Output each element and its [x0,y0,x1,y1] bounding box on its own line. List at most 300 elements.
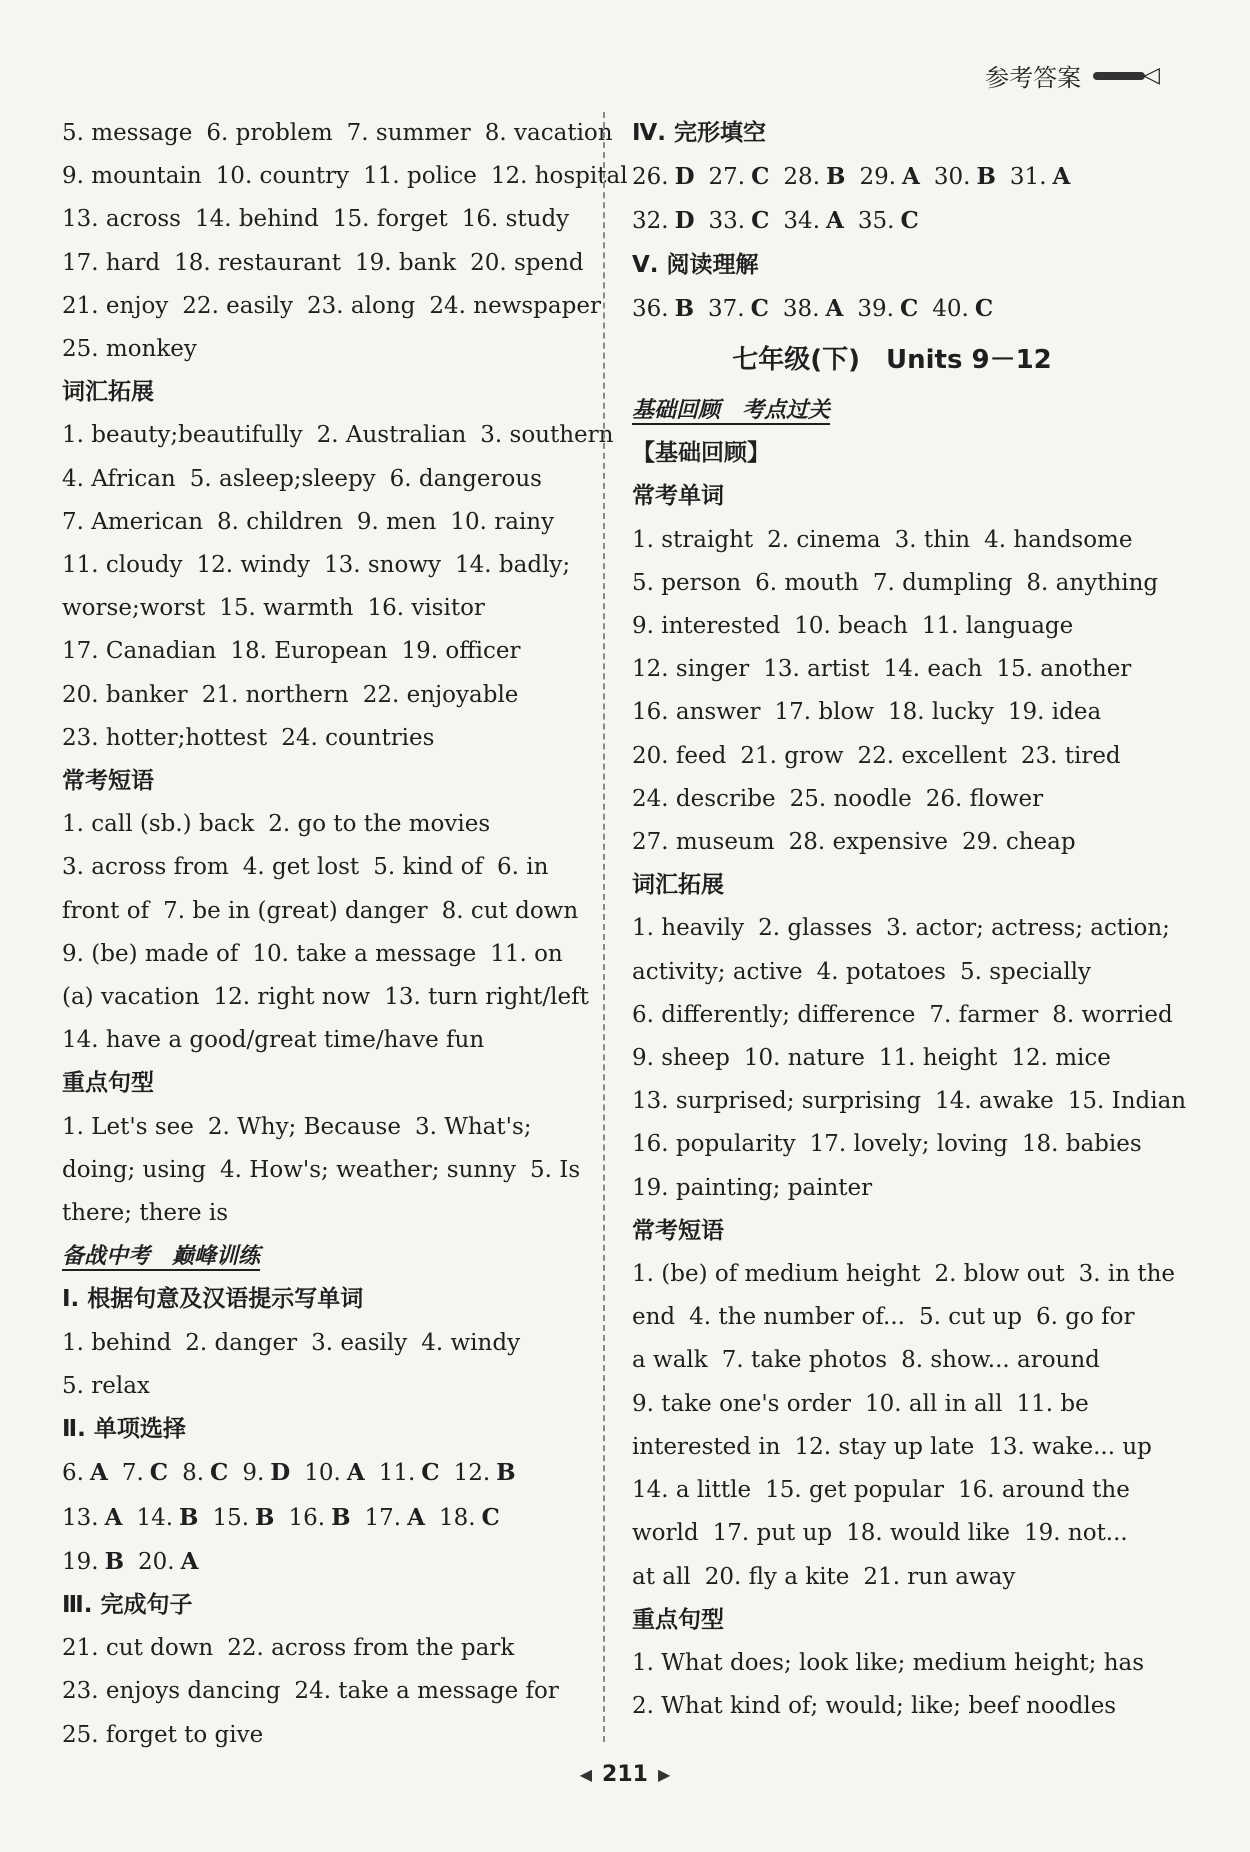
answer-item: 13. artist [763,656,870,683]
question-number: 8. [182,1460,205,1487]
answer-item: 8. vacation [484,120,613,146]
answer-line [62,890,592,933]
column-divider [603,112,605,1742]
question-number: 17. [364,1504,402,1531]
answer-item: 6. go for [1036,1304,1135,1331]
answer-item: 16. visitor [367,595,485,622]
choice-letter: C [421,1459,440,1487]
right-column [632,112,1187,1728]
answer-item: 9. sheep [632,1045,730,1072]
choice-letter: B [976,163,996,191]
choice-answer-line [62,1496,592,1540]
choice-answer [122,1460,168,1486]
answer-item: 6. in [496,854,549,881]
answer-item: 1. straight [632,526,754,553]
choice-letter: A [89,1459,108,1487]
answer-item: 27. museum [632,829,775,856]
answer-line [62,674,592,717]
header-arrow-icon: ◁ [1093,65,1160,87]
answer-item: 25. monkey [62,336,197,363]
choice-answer [709,164,770,190]
choice-answer [632,208,695,234]
answer-item: 2. go to the movies [268,811,491,838]
answer-item: front of [62,897,150,924]
answer-item: 21. northern [201,681,349,708]
next-page-icon: ▶ [657,1765,671,1784]
question-number: 16. [288,1504,326,1531]
answer-item: 9. interested [632,613,781,640]
answer-item: 5. specially [959,958,1091,985]
choice-letter: C [899,294,919,322]
answer-item: 6. problem [206,120,333,146]
choice-answer [242,1460,290,1486]
answer-item: 11. language [921,613,1074,640]
answer-line [62,933,592,976]
answer-item: 23. along [307,292,416,319]
choice-answer [62,1505,122,1531]
question-number: 18. [438,1504,476,1531]
question-number: 31. [1009,164,1047,191]
answer-item: 3. easily [311,1329,408,1356]
answer-item: 22. easily [182,292,294,319]
answer-item: 25. noodle [789,785,912,812]
answer-item: 3. across from [62,854,229,881]
answer-item: 16. study [461,206,570,233]
question-number: 7. [121,1460,144,1487]
choice-letter: D [674,207,695,235]
choice-letter: B [179,1503,199,1531]
answer-item: 13. surprised; surprising [632,1088,922,1115]
choice-answer [182,1460,228,1486]
choice-letter: A [826,207,844,235]
answer-item: 19. painting; painter [632,1174,873,1201]
answer-item: 9. take one's order [632,1390,851,1417]
answer-item: 10. nature [743,1045,865,1072]
choice-letter: A [346,1459,365,1487]
answer-item: 10. country [215,163,350,190]
answer-line [632,1253,1176,1296]
answer-item: 1. call (sb.) back [62,811,255,838]
choice-letter: B [331,1503,351,1531]
question-number: 40. [932,295,969,322]
answer-item: 28. expensive [788,829,948,856]
answer-item: 9. mountain [62,163,202,190]
answer-item: 6. differently; difference [632,1001,916,1028]
answer-item: 6. dangerous [389,465,542,492]
answer-item: 15. warmth [219,595,354,622]
answer-line [632,1123,1152,1166]
choice-answer [783,208,843,234]
section-heading: Ⅴ. 阅读理解 [632,251,759,278]
answer-item: 18. European [230,638,388,665]
answer-item: 14. a little [632,1477,752,1504]
answer-item: 4. potatoes [816,958,946,985]
answer-item: a walk [632,1347,708,1374]
answer-item: 11. police [363,163,477,190]
choice-answer [379,1460,440,1486]
answer-item: 19. bank [354,249,457,276]
answer-item: at all [632,1563,691,1590]
question-number: 29. [859,164,897,191]
choice-answer [365,1505,425,1531]
answer-item: 7. farmer [929,1001,1039,1028]
answer-line [62,976,592,1019]
answer-item: 16. around the [958,1477,1130,1504]
answer-item: 18. babies [1021,1131,1142,1158]
answer-item: 15. get popular [765,1477,945,1504]
section-heading: 常考单词 [632,483,724,510]
question-number: 26. [632,164,669,191]
answer-item: 14. badly; [455,552,571,579]
choice-answer [454,1460,516,1486]
answer-item: 11. on [490,940,563,967]
section-heading: 重点句型 [62,1070,154,1097]
answer-item: 3. thin [894,526,971,553]
choice-letter: D [270,1459,291,1487]
answer-item: 1. beauty;beautifully [62,422,303,449]
answer-item: 1. What does; look like; medium height; has [632,1649,1145,1676]
answer-item: 18. would like [846,1520,1011,1547]
question-number: 14. [136,1504,174,1531]
answer-item: 9. men [356,508,437,535]
answer-line [62,587,592,630]
section-heading: 重点句型 [632,1606,724,1633]
answer-item: 5. person [632,569,742,596]
section-heading: Ⅰ. 根据句意及汉语提示写单词 [62,1286,364,1313]
answer-line [62,846,592,889]
choice-answer [783,164,845,190]
answer-line [62,630,592,673]
question-number: 34. [783,208,820,235]
answer-item: 5. asleep;sleepy [189,465,376,492]
answer-line [62,717,592,760]
question-number: 19. [62,1548,99,1575]
answer-item: world [632,1520,699,1547]
answer-line [62,1322,592,1365]
choice-answer [212,1505,274,1531]
choice-letter: A [180,1547,199,1575]
header-title: 参考答案 [985,64,1082,92]
answer-item: 3. in the [1078,1261,1176,1288]
choice-letter: A [104,1503,123,1531]
answer-line [62,1714,592,1757]
answer-item: 21. grow [740,742,844,769]
answer-item: 26. flower [925,785,1044,812]
answer-item: 8. cut down [441,897,579,924]
answer-item: worse;worst [62,595,206,622]
answer-item: 7. American [62,508,204,535]
choice-letter: B [255,1503,275,1531]
answer-line [62,155,628,198]
answer-line [632,1339,1152,1382]
answer-item: 5. message [62,120,193,146]
choice-letter: A [407,1503,425,1531]
answer-item: 12. windy [196,552,310,579]
answer-item: 2. cinema [767,526,881,553]
answer-item: 8. show... around [901,1347,1100,1374]
answer-item: 24. newspaper [429,292,601,319]
answer-item: 20. spend [470,249,584,276]
answer-line [632,1556,1152,1599]
choice-letter: C [900,207,919,235]
answer-item: 1. behind [62,1329,172,1356]
choice-answer [632,164,695,190]
answer-item: 14. behind [194,206,319,233]
prev-page-icon: ◀ [579,1765,593,1784]
answer-item: 24. describe [632,785,776,812]
answer-line [62,1106,592,1149]
choice-letter: C [751,163,770,191]
choice-answer [783,296,843,322]
answer-item: 17. hard [62,249,161,276]
answer-item: 23. hotter;hottest [62,724,268,751]
answer-line [62,285,601,328]
answer-line [62,328,592,371]
answer-item: 14. have a good/great time/have fun [62,1027,485,1054]
section-heading: 常考短语 [632,1217,724,1244]
answer-item: 7. dumpling [872,569,1013,596]
question-number: 9. [242,1460,265,1487]
answer-item: 10. beach [794,613,908,640]
question-number: 12. [453,1460,491,1487]
choice-answer [709,208,770,234]
choice-letter: D [674,163,695,191]
choice-letter: B [496,1459,516,1487]
section-heading: 词汇拓展 [62,379,154,406]
choice-letter: C [210,1459,229,1487]
choice-answer-line [62,1540,592,1584]
left-column [62,112,628,1757]
answer-item: 15. forget [332,206,448,233]
answer-item: 2. Australian [316,422,467,449]
page-header [985,58,1160,93]
answer-item: 18. lucky [888,699,994,726]
answer-item: 4. get lost [242,854,360,881]
answer-item: 5. cut up [918,1304,1022,1331]
section-heading: Ⅲ. 完成句子 [62,1591,193,1618]
answer-line [62,803,592,846]
question-number: 27. [708,164,746,191]
choice-answer [439,1505,500,1531]
choice-answer [289,1505,351,1531]
choice-letter: C [750,294,769,322]
answer-item: 16. popularity [632,1131,796,1158]
answer-item: 12. hospital [490,163,628,190]
answer-item: 23. enjoys dancing [62,1678,281,1705]
answer-item: 6. mouth [755,569,859,596]
answer-line [632,907,1170,950]
answer-item: 9. (be) made of [62,940,239,967]
answer-item: 17. put up [712,1520,833,1547]
answer-item: 12. singer [632,656,750,683]
answer-item: 1. Let's see [62,1113,194,1140]
answer-item: interested in [632,1433,781,1460]
answer-item: 5. Is [530,1156,581,1183]
answer-line [632,1383,1152,1426]
answer-item: (a) vacation [62,984,200,1011]
choice-letter: A [902,163,920,191]
answer-item: end [632,1304,676,1331]
choice-answer [859,164,919,190]
answer-item: 19. not... [1024,1520,1128,1547]
answer-item: 21. run away [863,1563,1016,1590]
question-number: 13. [62,1504,99,1531]
unit-title: 七年级(下) Units 9－12 [732,345,1052,376]
answer-line [62,1019,592,1062]
answer-item: 12. right now [213,984,371,1011]
question-number: 33. [708,208,746,235]
answer-item: 7. summer [346,120,471,146]
bracket-heading: 【基础回顾】 [632,440,770,467]
question-number: 37. [708,295,745,322]
question-number: 32. [632,208,669,235]
choice-letter: C [481,1503,500,1531]
choice-letter: C [751,207,770,235]
answer-item: 2. Why; Because [207,1113,401,1140]
choice-answer [858,208,919,234]
question-number: 15. [212,1504,250,1531]
choice-letter: B [674,294,695,322]
answer-line [632,1167,1152,1210]
page-footer [0,1762,1250,1787]
answer-item: 2. danger [185,1329,298,1356]
choice-letter: C [974,294,994,322]
question-number: 38. [782,295,820,322]
answer-item: 8. worried [1052,1001,1173,1028]
answer-item: 2. blow out [934,1261,1065,1288]
answer-line [62,1365,592,1408]
section-heading: Ⅱ. 单项选择 [62,1416,186,1443]
choice-answer [62,1460,108,1486]
answer-line [62,1627,592,1670]
answer-line [632,821,1152,864]
answer-line [62,544,592,587]
answer-item: 7. take photos [721,1347,888,1374]
answer-item: 20. fly a kite [704,1563,850,1590]
choice-answer-line [632,287,1152,331]
answer-item: 29. cheap [961,829,1076,856]
choice-answer-line [632,199,1152,243]
choice-answer [857,296,918,322]
answer-item: 11. cloudy [62,552,183,579]
answer-line [632,691,1152,734]
choice-answer [1010,164,1070,190]
choice-letter: C [149,1459,169,1487]
answer-item: 19. officer [401,638,521,665]
answer-item: 17. lovely; loving [809,1131,1008,1158]
choice-letter: A [1052,163,1071,191]
question-number: 11. [378,1460,416,1487]
answer-item: 2. glasses [758,915,873,942]
answer-item: 2. What kind of; would; like; beef noodles [632,1693,1117,1720]
question-number: 35. [857,208,895,235]
answer-line [62,1192,592,1235]
answer-item: 4. handsome [984,526,1133,553]
answer-line [62,501,592,544]
answer-item: activity; active [632,958,803,985]
choice-answer-line [632,155,1152,199]
answer-line [632,648,1152,691]
choice-answer [934,164,996,190]
answer-line [62,1149,592,1192]
choice-answer [932,296,993,322]
answer-item: 4. How's; weather; sunny [220,1156,517,1183]
answer-line [632,1685,1152,1728]
answer-item: 7. be in (great) danger [163,897,428,924]
answer-item: 11. height [878,1045,998,1072]
choice-answer [62,1549,124,1575]
choice-answer-line [62,1451,592,1495]
answer-item: 10. all in all [864,1390,1003,1417]
answer-line [62,414,614,457]
answer-item: 8. anything [1026,569,1159,596]
answer-line [62,458,592,501]
page-number: 211 [602,1762,648,1787]
question-number: 20. [138,1548,175,1575]
answer-item: 12. stay up late [794,1433,975,1460]
answer-line [62,242,592,285]
answer-item: 21. cut down [62,1635,214,1662]
answer-item: 24. countries [281,724,435,751]
choice-answer [632,296,694,322]
answer-item: 22. across from the park [227,1635,515,1662]
answer-line [632,951,1152,994]
answer-item: 4. African [62,465,176,492]
question-number: 30. [933,164,971,191]
answer-line [632,1426,1152,1469]
answer-item: 21. enjoy [62,292,169,319]
answer-line [632,1512,1152,1555]
section-heading: 常考短语 [62,768,154,795]
choice-answer [136,1505,198,1531]
answer-line [632,1080,1187,1123]
answer-item: 5. relax [62,1372,150,1399]
answer-item: 4. windy [421,1329,521,1356]
answer-item: 3. actor; actress; action; [886,915,1170,942]
choice-letter: A [825,294,844,322]
answer-item: 17. Canadian [62,638,217,665]
section-heading: Ⅳ. 完形填空 [632,120,767,146]
answer-line [62,1670,592,1713]
answer-item: 13. snowy [323,552,442,579]
answer-item: 1. heavily [632,915,745,942]
answer-item: 23. tired [1020,742,1121,769]
answer-item: 3. What's; [414,1113,532,1140]
answer-item: 12. mice [1011,1045,1111,1072]
answer-item: 24. take a message for [294,1678,559,1705]
answer-item: 13. wake... up [988,1433,1152,1460]
answer-item: 10. rainy [450,508,555,535]
answer-line [632,735,1152,778]
answer-line [632,994,1173,1037]
answer-line [632,562,1159,605]
part-title: 基础回顾 考点过关 [632,398,831,424]
answer-line [632,1642,1152,1685]
question-number: 36. [632,295,669,322]
answer-line [62,112,613,155]
choice-answer [138,1549,198,1575]
answer-line [632,778,1152,821]
answer-item: 4. the number of... [689,1304,905,1331]
answer-item: 16. answer [632,699,761,726]
part-title: 备战中考 巅峰训练 [62,1244,261,1270]
section-heading: 词汇拓展 [632,872,724,899]
answer-item: 10. take a message [252,940,477,967]
answer-item: 13. turn right/left [384,984,589,1011]
answer-item: 18. restaurant [174,249,341,276]
answer-item: 17. blow [774,699,875,726]
answer-item: 20. banker [62,681,188,708]
